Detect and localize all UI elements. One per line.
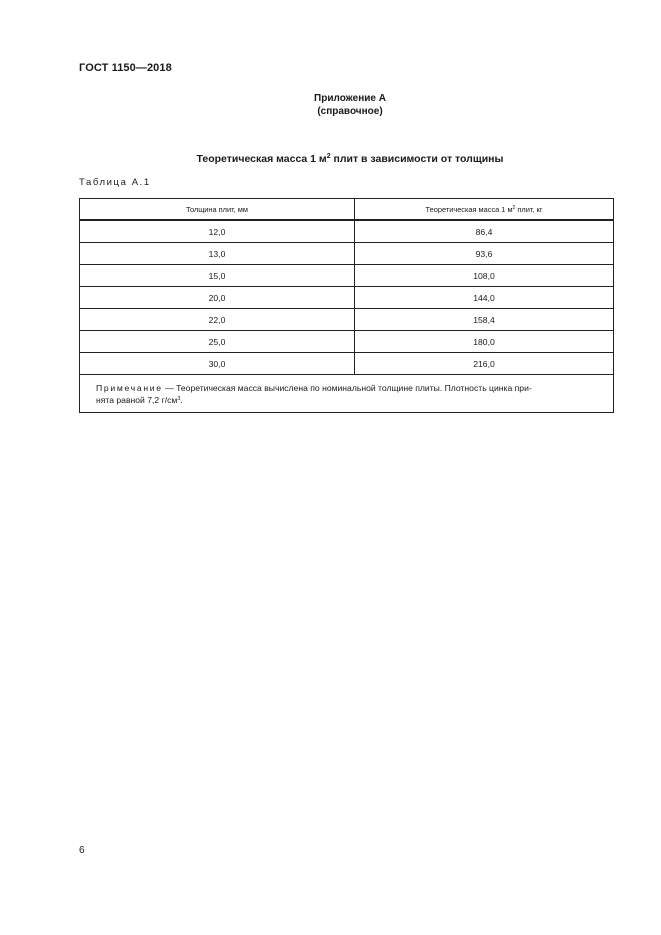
mass-cell: 86,4 [355,220,614,243]
table-row [80,265,614,287]
header-mass [355,199,614,221]
note-superscript: 3 [177,396,181,402]
thickness-cell: 20,0 [80,287,355,309]
table-title [0,153,661,165]
appendix-title: Приложение А [314,93,386,104]
note-prefix: Примечание [96,383,163,393]
header-thickness: Толщина плит, мм [80,199,355,221]
thickness-cell: 15,0 [80,265,355,287]
thickness-cell: 22,0 [80,309,355,331]
mass-table [79,198,614,413]
thickness-cell: 25,0 [80,331,355,353]
table-row [80,331,614,353]
table-row [80,287,614,309]
mass-cell: 108,0 [355,265,614,287]
table-title-superscript: 2 [326,153,331,160]
thickness-cell: 30,0 [80,353,355,375]
mass-cell: 180,0 [355,331,614,353]
note-text-line2: нята равной 7,2 г/см [96,395,178,405]
table-row [80,243,614,265]
mass-cell: 144,0 [355,287,614,309]
table-row [80,309,614,331]
mass-cell: 158,4 [355,309,614,331]
table-title-text-end: плит в зависимости от толщины [330,153,504,165]
header-mass-text: Теоретическая масса 1 м [425,204,513,214]
page-number: 6 [79,845,85,856]
table-row [80,220,614,243]
table-row [80,353,614,375]
appendix-heading [0,92,661,118]
document-header: ГОСТ 1150—2018 [79,62,172,74]
table-title-text: Теоретическая масса 1 м [196,153,327,165]
table-note [80,375,614,413]
note-end: . [180,395,183,405]
appendix-subtitle: (справочное) [317,106,383,117]
header-mass-superscript: 2 [512,204,516,211]
table-note-row [80,375,614,413]
mass-cell: 216,0 [355,353,614,375]
note-text-line1: — Теоретическая масса вычислена по номинальной толщине плиты. Плотность цинка при- [162,383,532,393]
mass-cell: 93,6 [355,243,614,265]
table-header-row [80,199,614,221]
table-caption: Таблица А.1 [79,177,151,188]
thickness-cell: 12,0 [80,220,355,243]
header-mass-text-end: плит, кг [515,204,543,214]
thickness-cell: 13,0 [80,243,355,265]
